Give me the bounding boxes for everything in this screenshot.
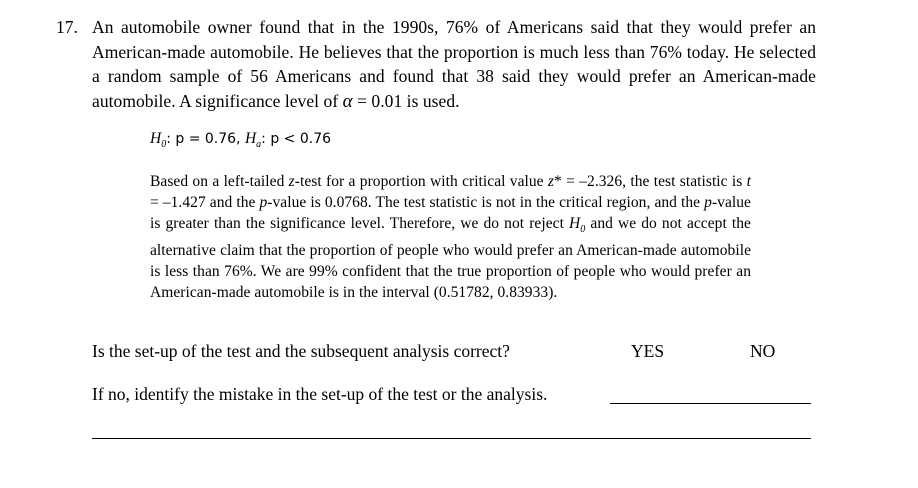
- z-star-variable: z: [547, 173, 555, 190]
- answer-blank-line-1[interactable]: [610, 403, 811, 404]
- answer-blank-line-2[interactable]: [92, 438, 811, 439]
- analysis-text: -test for a proportion with critical value: [294, 173, 548, 190]
- problem-text-end: = 0.01 is used.: [352, 90, 460, 111]
- hypotheses: [150, 129, 331, 155]
- alt-hypothesis-expr: : p < 0.76: [261, 131, 332, 147]
- alt-hypothesis-sub: a: [256, 139, 262, 151]
- analysis-text: -value is 0.0768. The test statistic is not in the critical region, and the: [267, 194, 705, 211]
- alt-hypothesis-label: H: [244, 130, 257, 147]
- problem-statement: [56, 15, 816, 114]
- p-variable: p: [704, 194, 712, 211]
- alpha-symbol: α: [342, 90, 353, 112]
- problem-text: [92, 15, 816, 114]
- analysis-text: * = –2.326, the test statistic is: [554, 173, 747, 190]
- analysis-text: and we do not accept the alternative claim that the proportion of people who would prefer an American-made automobile is less than 76%. We are 99% confident that the true proportion of people who would prefer an American-made automobile is in the interval (0.51782, 0.83933).: [150, 215, 751, 302]
- yes-option[interactable]: YES: [631, 341, 665, 361]
- analysis-text: -value is greater than the significance level. Therefore, we do not reject: [150, 194, 751, 232]
- problem-number: 17.: [56, 17, 78, 37]
- problem-text-main: An automobile owner found that in the 1990s, 76% of Americans said that they would prefer an American-made automobile. He believes that the proportion is much less than 76% today. He selected a random sample of 56 Americans and found that 38 said they would prefer an American-made automobile. A significance level of: [92, 17, 816, 111]
- h0-subscript: 0: [580, 224, 586, 236]
- p-variable: p: [259, 194, 268, 211]
- question-text: Is the set-up of the test and the subsequent analysis correct?: [92, 341, 510, 361]
- t-variable: t: [746, 173, 751, 190]
- analysis-text: Based on a left-tailed: [150, 173, 289, 190]
- analysis-paragraph: [150, 171, 751, 303]
- null-hypothesis-label: H: [150, 130, 162, 147]
- h0-variable: H: [569, 215, 581, 232]
- null-hypothesis-sub: 0: [161, 139, 167, 151]
- null-hypothesis-expr: : p = 0.76,: [166, 131, 245, 147]
- mistake-prompt: If no, identify the mistake in the set-up of the test or the analysis.: [92, 384, 548, 404]
- z-variable: z: [288, 173, 295, 190]
- analysis-text: = –1.427 and the: [150, 194, 260, 211]
- no-option[interactable]: NO: [750, 341, 776, 361]
